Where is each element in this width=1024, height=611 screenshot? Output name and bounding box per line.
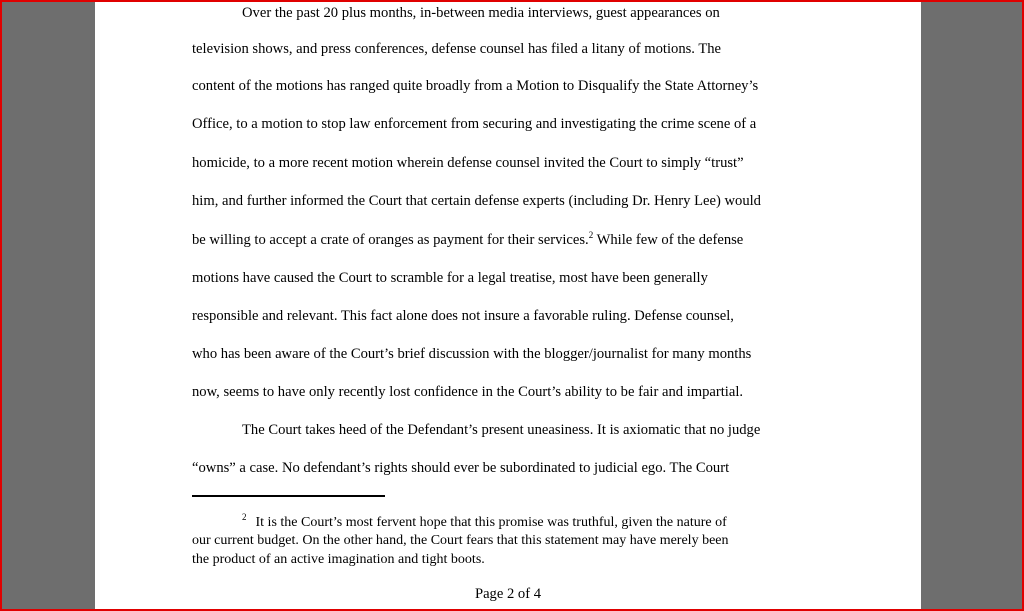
body-line-12: The Court takes heed of the Defendant’s present uneasiness. It is axiomatic that no judge — [242, 422, 761, 438]
body-line-10: who has been aware of the Court’s brief discussion with the blogger/journalist for many months — [192, 346, 752, 362]
document-page — [95, 2, 921, 611]
footnote-text-1: It is the Court’s most fervent hope that this promise was truthful, given the nature of — [255, 515, 727, 530]
footnote-reference[interactable]: 2 — [588, 230, 594, 240]
page-number: Page 2 of 4 — [474, 586, 542, 602]
body-line-13: “owns” a case. No defendant’s rights should ever be subordinated to judicial ego. The Court — [192, 460, 730, 476]
body-line-1: Over the past 20 plus months, in-between media interviews, guest appearances on — [242, 5, 720, 21]
body-line-8: motions have caused the Court to scramble for a legal treatise, most have been generally — [192, 270, 708, 286]
footnote-line-1 — [242, 514, 882, 531]
body-line-2: television shows, and press conferences, defense counsel has filed a litany of motions. The — [192, 41, 722, 57]
footnote-separator — [192, 495, 385, 497]
body-line-5: homicide, to a more recent motion wherein defense counsel invited the Court to simply “trust” — [192, 155, 744, 171]
body-line-7-text: be willing to accept a crate of oranges as payment for their services. — [192, 232, 589, 248]
footnote-line-2: our current budget. On the other hand, the Court fears that this statement may have merely been — [192, 533, 729, 548]
body-line-6: him, and further informed the Court that certain defense experts (including Dr. Henry Lee) would — [192, 193, 761, 209]
body-line-9: responsible and relevant. This fact alone does not insure a favorable ruling. Defense counsel, — [192, 308, 734, 324]
footnote-marker: 2 — [242, 512, 247, 522]
body-line-7 — [192, 231, 832, 249]
footnote-line-3: the product of an active imagination and tight boots. — [192, 552, 485, 567]
body-line-7-tail: While few of the defense — [593, 232, 744, 248]
body-line-3: content of the motions has ranged quite broadly from a Motion to Disqualify the State Attorney’s — [192, 78, 759, 94]
body-line-4: Office, to a motion to stop law enforcement from securing and investigating the crime scene of a — [192, 116, 757, 132]
body-line-11: now, seems to have only recently lost confidence in the Court’s ability to be fair and impartial. — [192, 384, 744, 400]
